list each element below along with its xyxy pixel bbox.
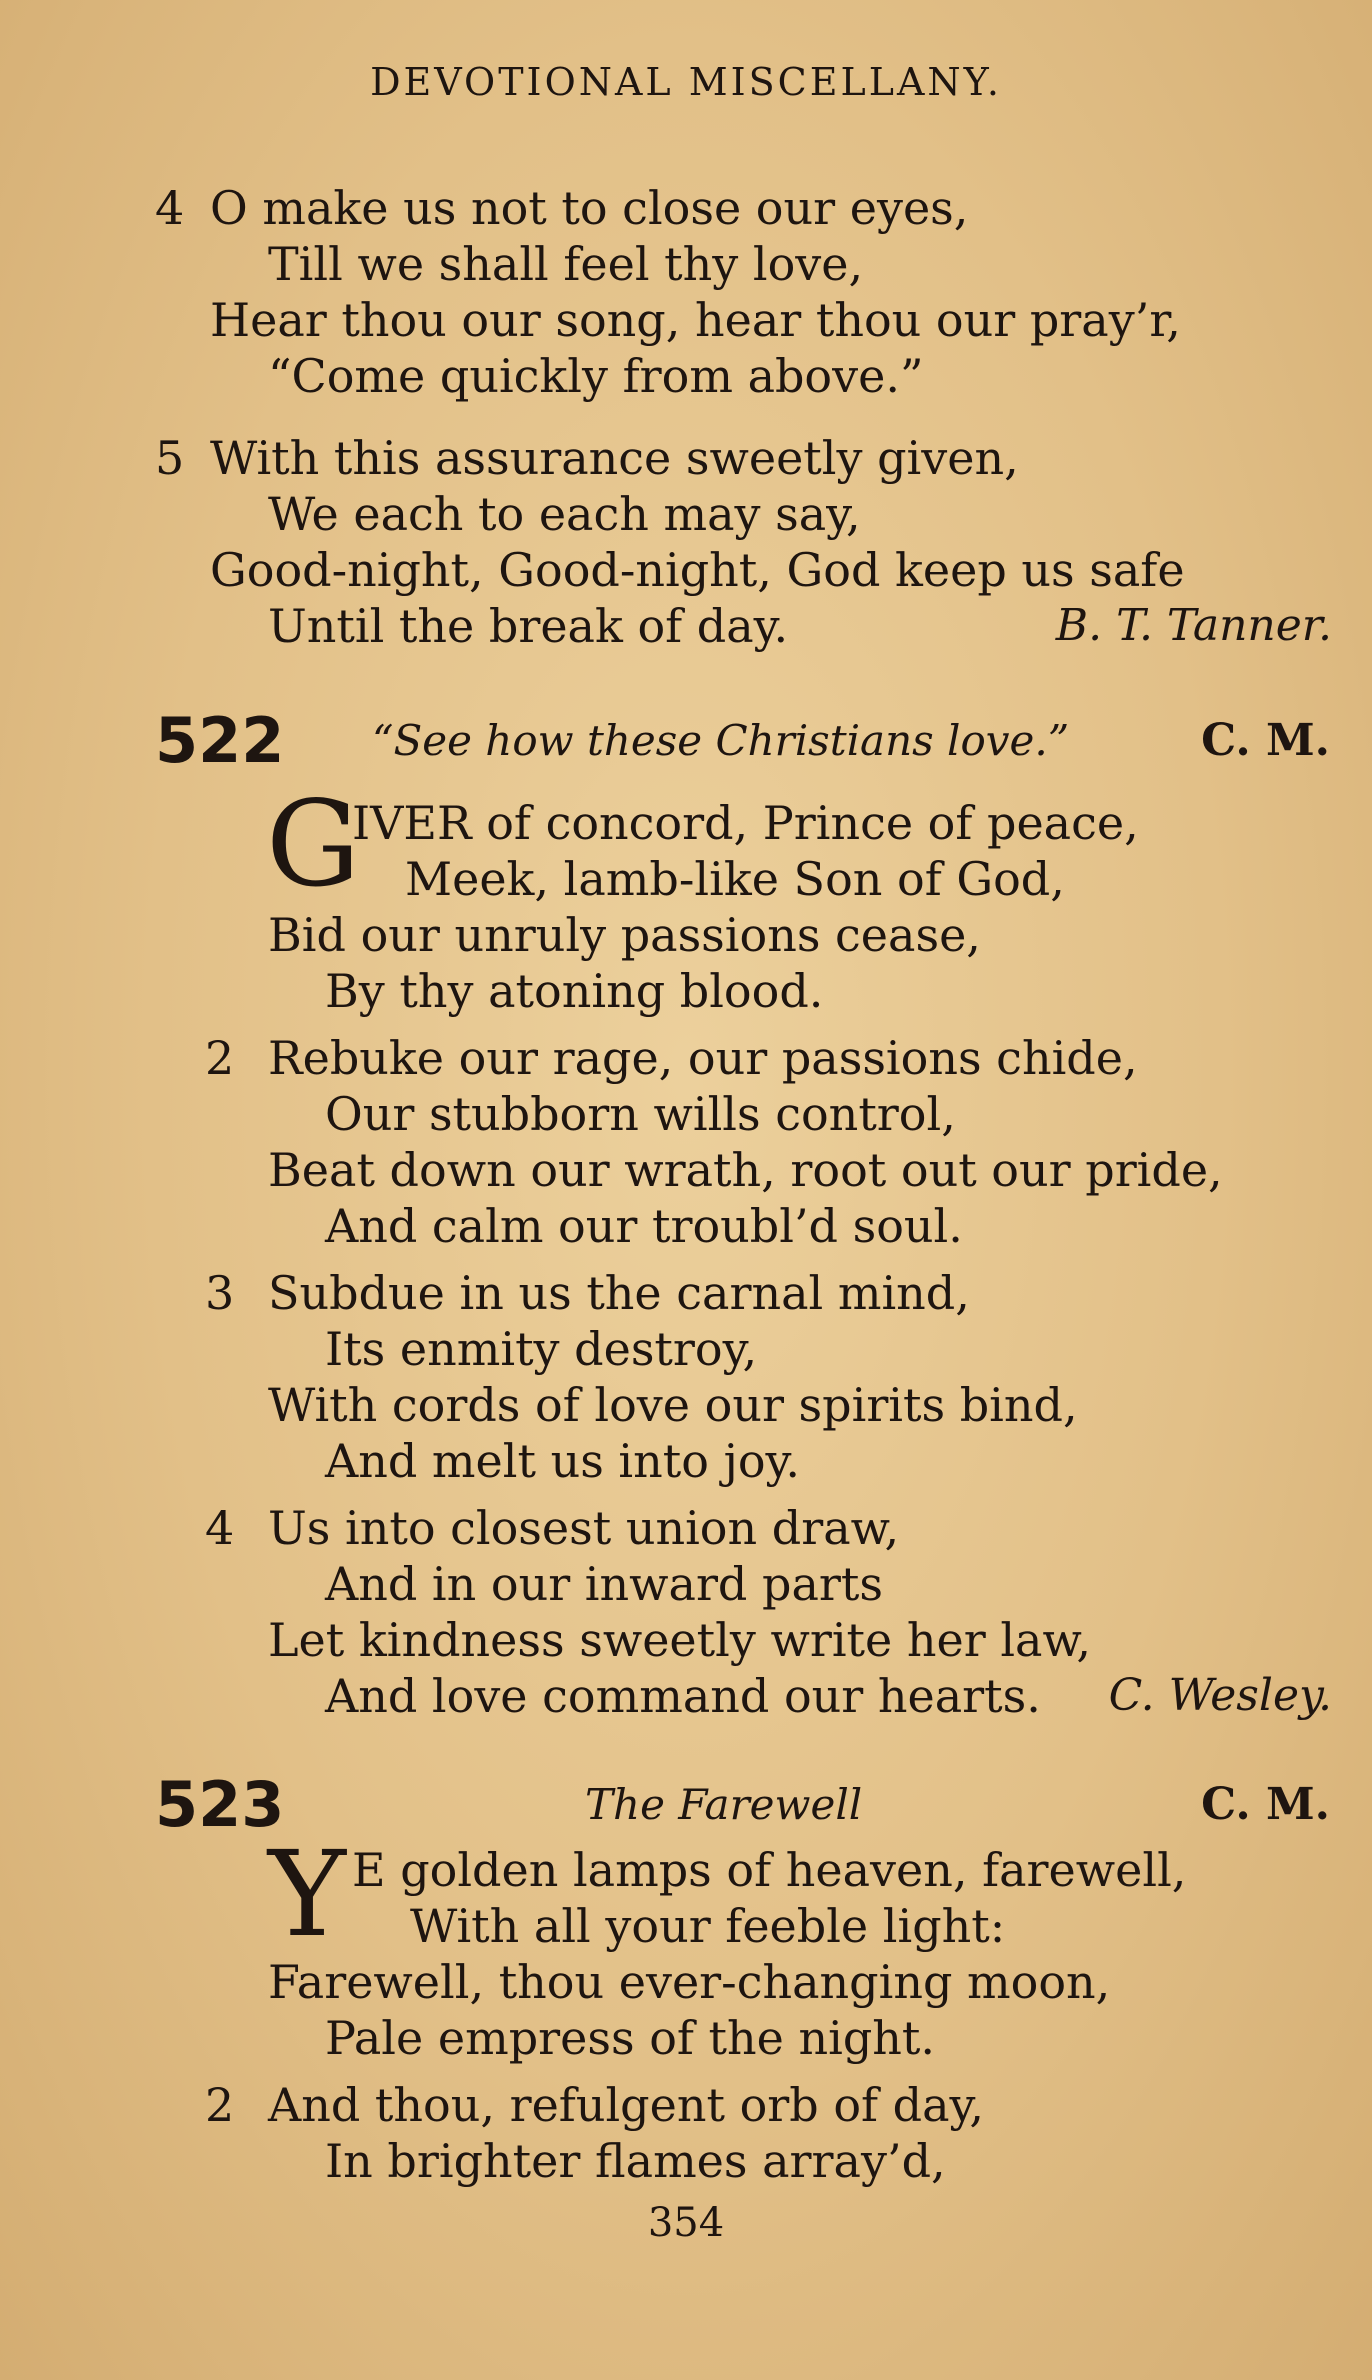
hymn-number: 522: [155, 704, 285, 777]
verse-number: 4: [155, 181, 185, 235]
hymn-number: 523: [155, 1768, 285, 1841]
verse-line: With all your feeble light:: [410, 1899, 1006, 1953]
verse-line: Until the break of day.: [268, 599, 789, 653]
verse-line: Let kindness sweetly write her law,: [268, 1613, 1091, 1667]
verse-line: Good-night, Good-night, God keep us safe: [210, 543, 1185, 597]
verse-line: Rebuke our rage, our passions chide,: [268, 1031, 1138, 1085]
hymn-meter: C. M.: [1201, 715, 1330, 766]
verse-line: With cords of love our spirits bind,: [268, 1378, 1078, 1432]
hymn-title: “See how these Christians love.”: [372, 716, 1070, 765]
verse-line: Its enmity destroy,: [325, 1322, 758, 1376]
verse-line: Bid our unruly passions cease,: [268, 908, 981, 962]
verse-line: And in our inward parts: [325, 1557, 883, 1611]
verse-line: O make us not to close our eyes,: [210, 181, 969, 235]
author-credit: C. Wesley.: [1108, 1670, 1332, 1721]
verse-line: Hear thou our song, hear thou our pray’r,: [210, 293, 1181, 347]
author-credit: B. T. Tanner.: [1055, 600, 1332, 651]
verse-line: Pale empress of the night.: [325, 2011, 936, 2065]
verse-line: Farewell, thou ever-changing moon,: [268, 1955, 1111, 2009]
verse-number: 5: [155, 431, 185, 485]
verse-line: With this assurance sweetly given,: [210, 431, 1019, 485]
verse-line: And thou, refulgent orb of day,: [268, 2078, 985, 2132]
verse-line: And melt us into joy.: [325, 1434, 801, 1488]
verse-line: Subdue in us the carnal mind,: [268, 1266, 970, 1320]
hymn-meter: C. M.: [1201, 1779, 1330, 1830]
verse-line: Beat down our wrath, root out our pride,: [268, 1143, 1223, 1197]
verse-number: 3: [205, 1266, 235, 1320]
verse-line: IVER of concord, Prince of peace,: [352, 796, 1139, 850]
verse-line: Meek, lamb-like Son of God,: [405, 852, 1065, 906]
verse-line: And calm our troubl’d soul.: [325, 1199, 963, 1253]
verse-line: Us into closest union draw,: [268, 1501, 900, 1555]
verse-line: E golden lamps of heaven, farewell,: [352, 1843, 1187, 1897]
verse-line: Our stubborn wills control,: [325, 1087, 956, 1141]
verse-number: 2: [205, 1031, 235, 1085]
verse-line: We each to each may say,: [268, 487, 861, 541]
verse-line: “Come quickly from above.”: [268, 349, 924, 403]
verse-line: Till we shall feel thy love,: [268, 237, 864, 291]
drop-cap: G: [266, 775, 361, 913]
hymn-title: The Farewell: [585, 1780, 863, 1829]
verse-line: In brighter flames array’d,: [325, 2134, 946, 2188]
verse-number: 2: [205, 2078, 235, 2132]
verse-line: And love command our hearts.: [325, 1669, 1041, 1723]
drop-cap: Y: [268, 1825, 346, 1963]
verse-line: By thy atoning blood.: [325, 964, 824, 1018]
running-head: DEVOTIONAL MISCELLANY.: [370, 60, 1002, 104]
verse-number: 4: [205, 1501, 235, 1555]
page-number: 354: [647, 2200, 725, 2246]
